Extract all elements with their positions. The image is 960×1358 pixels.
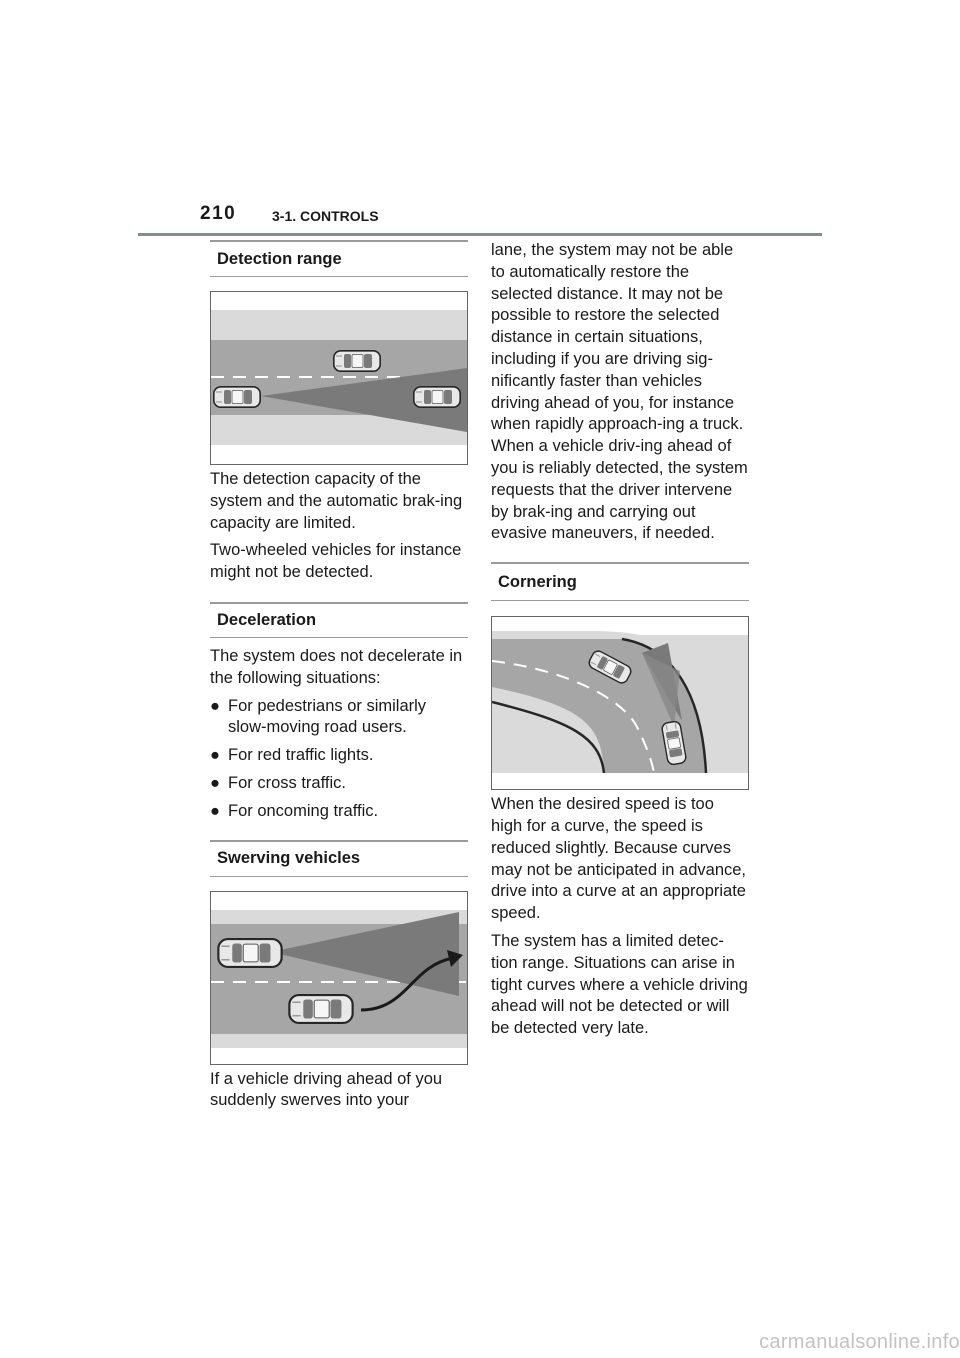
bullet-icon: ●	[210, 746, 220, 765]
page-number: 210	[200, 203, 237, 224]
detection-paragraph-1: The detection capacity of the system and the automatic brak-ing capacity are limited.	[210, 470, 463, 532]
cornering-figure	[491, 616, 749, 790]
own-vehicle	[214, 387, 260, 407]
swerving-paragraph: If a vehicle driving ahead of you suddenly swerves into your	[210, 1069, 443, 1110]
swerving-vehicles-heading: Swerving vehicles	[210, 840, 468, 877]
bullet-icon: ●	[210, 696, 220, 715]
swerving-vehicles-figure	[210, 891, 468, 1065]
deceleration-heading: Deceleration	[210, 602, 468, 638]
watermark: carmanualsonline.info	[759, 1331, 960, 1353]
deceleration-intro: The system does not decelerate in the following situations:	[210, 646, 463, 687]
right-column	[491, 240, 749, 1040]
vehicle-ahead	[334, 351, 380, 371]
swerving-vehicle	[289, 995, 352, 1023]
deceleration-list	[210, 696, 468, 823]
list-item: ● For cross traffic.	[210, 773, 468, 795]
vehicle-ahead-lane	[414, 387, 460, 407]
cornering-paragraph-2: The system has a limited detec-tion range. Situations can arise in tight curves where a vehicle driving ahead will not be detected or will be detected very late.	[491, 931, 748, 1038]
section-title: 3-1. CONTROLS	[272, 208, 379, 224]
continuation-paragraph: lane, the system may not be able to automatically restore the selected distance. It may not be possible to restore the selected distance in certain situations, including if you are driving sig-nificantly faster than vehicles driving ahead of you, for instance when rapidly approach-ing a truck. When a vehicle driv-ing ahead of you is reliably detected, the system requests that the driver intervene by brak-ing and carrying out evasive maneuvers, if needed.	[491, 241, 748, 543]
detection-range-figure	[210, 291, 468, 465]
bullet-icon: ●	[210, 801, 220, 820]
detection-paragraph-2: Two-wheeled vehicles for instance might not be detected.	[210, 541, 462, 582]
left-column	[210, 240, 468, 1112]
list-item: ● For pedestrians or similarly slow-moving road users.	[210, 696, 427, 737]
list-item: ● For oncoming traffic.	[210, 801, 468, 823]
list-item: ● For red traffic lights.	[210, 745, 468, 767]
detection-range-heading: Detection range	[210, 240, 468, 277]
cornering-heading: Cornering	[491, 562, 749, 601]
own-vehicle	[218, 939, 281, 967]
cornering-paragraph-1: When the desired speed is too high for a curve, the speed is reduced slightly. Because curves may not be anticipated in advance, drive into a curve at an appropriate speed.	[491, 795, 747, 923]
bullet-icon: ●	[210, 773, 220, 792]
header-rule	[138, 233, 822, 236]
